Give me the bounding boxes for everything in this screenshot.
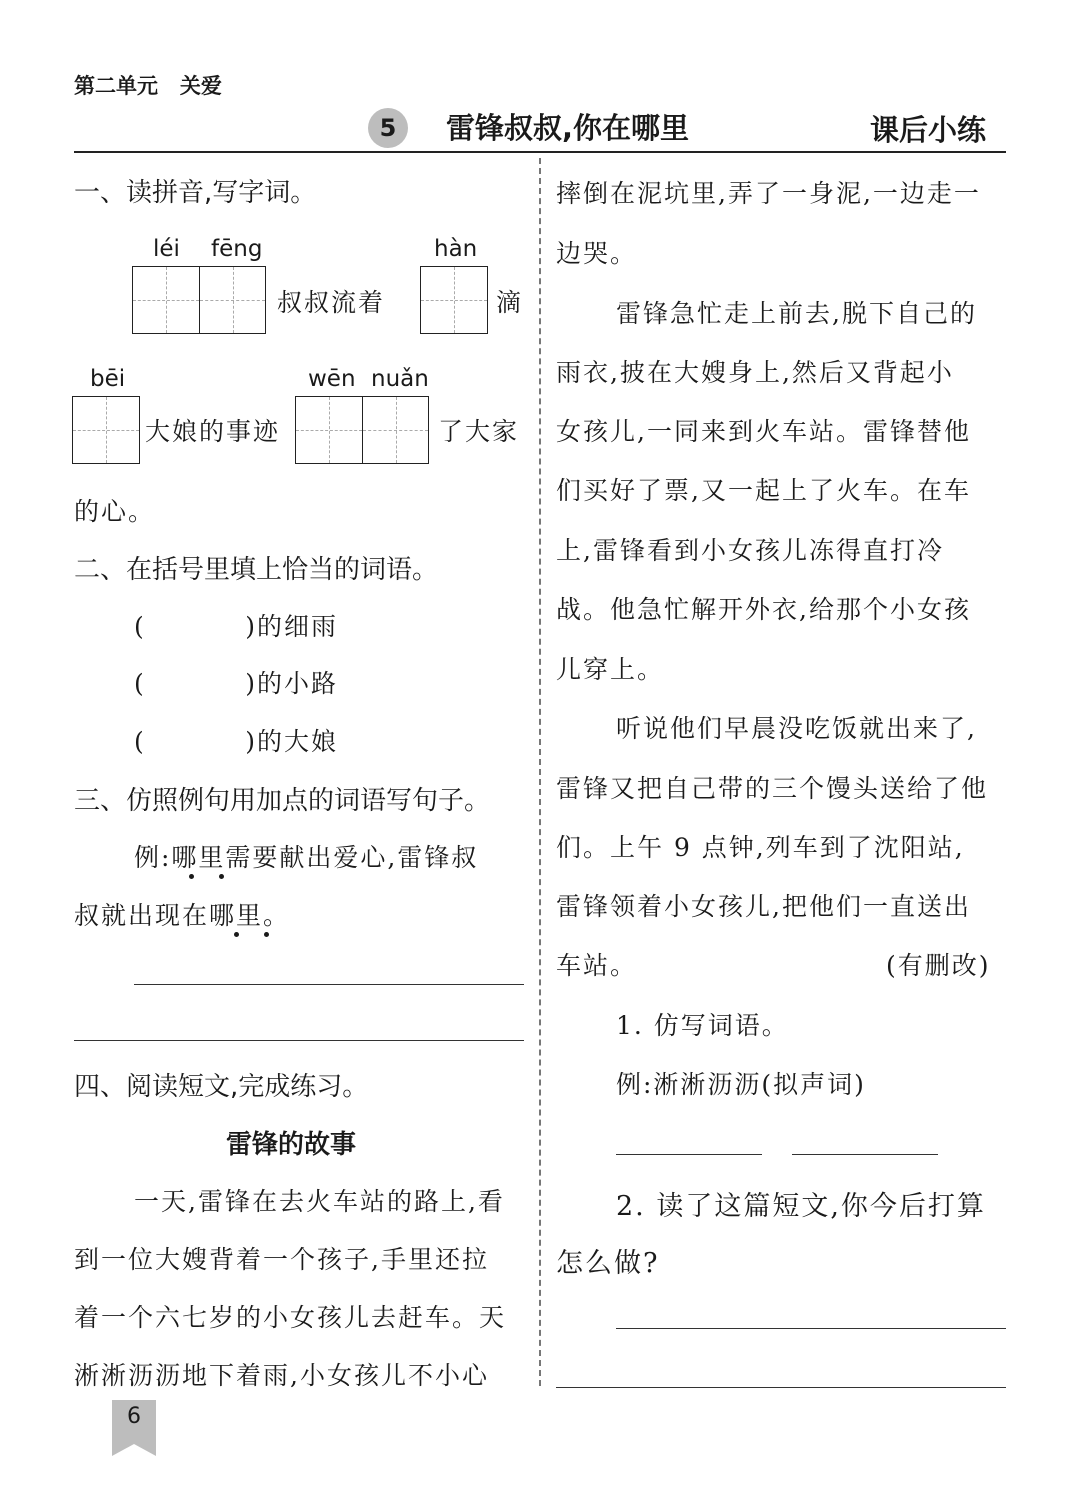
q1-text-5: 的心。 xyxy=(74,497,156,526)
q1-text-3: 大娘的事迹 xyxy=(145,417,281,446)
sub1-answer-line[interactable] xyxy=(616,1154,762,1155)
grid-cell[interactable] xyxy=(133,267,199,333)
passage-line: 摔倒在泥坑里,弄了一身泥,一边走一 xyxy=(556,179,981,208)
passage-line: 淅淅沥沥地下着雨,小女孩儿不小心 xyxy=(74,1361,489,1390)
column-divider xyxy=(539,158,541,1386)
page-number-tab xyxy=(112,1400,156,1456)
emphasis-dot xyxy=(264,932,269,937)
passage-line: 雷锋又把自己带的三个馒头送给了他 xyxy=(556,774,989,803)
answer-grid-leifeng[interactable] xyxy=(132,266,266,334)
q1-text-4: 了大家 xyxy=(438,417,520,446)
passage-line: 车站。 xyxy=(556,951,638,980)
passage-line: 一天,雷锋在去火车站的路上,看 xyxy=(134,1187,505,1216)
passage-line: 女孩儿,一同来到火车站。雷锋替他 xyxy=(556,417,971,446)
passage-line: 着一个六七岁的小女孩儿去赶车。天 xyxy=(74,1303,507,1332)
sub-question-2-cont: 怎么做? xyxy=(556,1248,660,1279)
source-note: (有删改) xyxy=(886,951,991,980)
pinyin-bei: bēi xyxy=(90,366,126,392)
sub-question-1-example: 例:淅淅沥沥(拟声词) xyxy=(616,1070,866,1099)
emphasis-dot xyxy=(234,932,239,937)
answer-grid-wennuan[interactable] xyxy=(295,396,429,464)
passage-line: 上,雷锋看到小女孩儿冻得直打冷 xyxy=(556,536,944,565)
passage-line: 雷锋急忙走上前去,脱下自己的 xyxy=(616,299,977,328)
answer-grid-han[interactable] xyxy=(420,266,488,334)
q1-text-1: 叔叔流着 xyxy=(277,288,386,317)
pinyin-wen: wēn xyxy=(308,366,356,392)
lesson-title: 雷锋叔叔,你在哪里 xyxy=(446,111,690,145)
emphasis-dot xyxy=(189,874,194,879)
section-tag: 课后小练 xyxy=(869,113,986,147)
grid-cell[interactable] xyxy=(362,397,428,463)
sub2-answer-line[interactable] xyxy=(556,1387,1006,1388)
grid-cell[interactable] xyxy=(199,267,265,333)
grid-cell[interactable] xyxy=(296,397,362,463)
passage-line: 边哭。 xyxy=(556,239,638,268)
sub-question-2: 2. 读了这篇短文,你今后打算 xyxy=(616,1191,986,1222)
q3-heading: 三、仿照例句用加点的词语写句子。 xyxy=(74,786,491,816)
q4-heading: 四、阅读短文,完成练习。 xyxy=(74,1072,369,1102)
passage-line: 到一位大嫂背着一个孩子,手里还拉 xyxy=(74,1245,489,1274)
q3-example-line1: 例:哪里需要献出爱心,雷锋叔 xyxy=(134,843,479,872)
grid-cell[interactable] xyxy=(73,397,139,463)
q3-answer-line[interactable] xyxy=(134,984,524,985)
pinyin-nuan: nuǎn xyxy=(371,366,429,392)
sub1-answer-line[interactable] xyxy=(792,1154,938,1155)
unit-label: 第二单元 关爱 xyxy=(74,74,222,98)
sub-question-1: 1. 仿写词语。 xyxy=(616,1011,789,1040)
header-rule xyxy=(74,151,1006,153)
passage-line: 雨衣,披在大嫂身上,然后又背起小 xyxy=(556,358,954,387)
title-row xyxy=(74,106,1006,152)
passage-title: 雷锋的故事 xyxy=(226,1130,357,1160)
sub2-answer-line[interactable] xyxy=(616,1328,1006,1329)
passage-line: 儿穿上。 xyxy=(556,655,665,684)
pinyin-han: hàn xyxy=(434,236,478,262)
pinyin-feng: fēng xyxy=(211,236,263,262)
emphasis-dot xyxy=(219,874,224,879)
q3-answer-line[interactable] xyxy=(74,1040,524,1041)
passage-line: 听说他们早晨没吃饭就出来了, xyxy=(616,714,977,743)
passage-line: 雷锋领着小女孩儿,把他们一直送出 xyxy=(556,892,971,921)
passage-line: 们买好了票,又一起上了火车。在车 xyxy=(556,476,971,505)
q2-item[interactable]: ( )的细雨 xyxy=(134,612,338,641)
q3-example-line2: 叔就出现在哪里。 xyxy=(74,901,291,930)
q1-text-2: 滴 xyxy=(496,288,524,317)
lesson-number-badge: 5 xyxy=(368,108,408,148)
page-number: 6 xyxy=(127,1404,141,1429)
q2-item[interactable]: ( )的小路 xyxy=(134,669,338,698)
q1-heading: 一、读拼音,写字词。 xyxy=(74,178,317,208)
grid-cell[interactable] xyxy=(421,267,487,333)
answer-grid-bei[interactable] xyxy=(72,396,140,464)
q2-item[interactable]: ( )的大娘 xyxy=(134,727,338,756)
pinyin-lei: léi xyxy=(153,236,180,262)
passage-line: 们。上午 9 点钟,列车到了沈阳站, xyxy=(556,833,965,862)
q2-heading: 二、在括号里填上恰当的词语。 xyxy=(74,555,439,585)
passage-line: 战。他急忙解开外衣,给那个小女孩 xyxy=(556,595,971,624)
